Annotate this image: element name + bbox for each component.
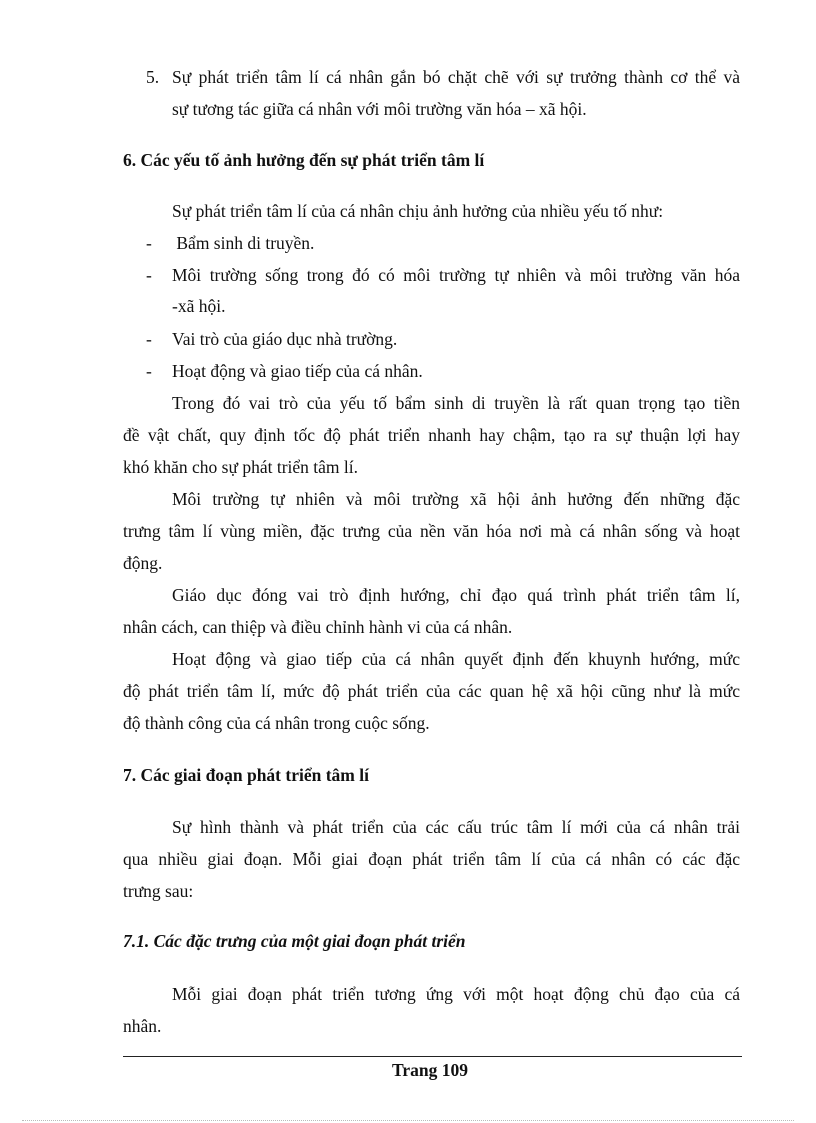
page-bottom-dotted-border (22, 1120, 794, 1121)
section-6-heading: 6. Các yếu tố ảnh hưởng đến sự phát triển tâm lí (123, 150, 485, 170)
list-number-5: 5. (146, 67, 160, 87)
section-6-intro: Sự phát triển tâm lí của cá nhân chịu ảnh hưởng của nhiều yếu tố như: (172, 201, 664, 221)
s6-p3-line-1: Giáo dục đóng vai trò định hướng, chỉ đạo quá trình phát triển tâm lí, (172, 585, 740, 605)
page-number: Trang 109 (392, 1060, 468, 1080)
section-7-heading: 7. Các giai đoạn phát triển tâm lí (123, 765, 369, 785)
s7-p1-line-3: trưng sau: (123, 881, 194, 901)
s6-p4-line-3: độ thành công của cá nhân trong cuộc sống. (123, 713, 430, 733)
s6-p1-line-2: đề vật chất, quy định tốc độ phát triển nhanh hay chậm, tạo ra sự thuận lợi hay (123, 425, 740, 445)
bullet-dash-4: - (146, 361, 152, 381)
s7-p2-line-1: Mỗi giai đoạn phát triển tương ứng với một hoạt động chủ đạo của cá (172, 984, 740, 1004)
s7-p1-line-2: qua nhiều giai đoạn. Mỗi giai đoạn phát triển tâm lí của cá nhân có các đặc (123, 849, 740, 869)
bullet-4: Hoạt động và giao tiếp của cá nhân. (172, 361, 423, 381)
footer-rule (123, 1056, 742, 1057)
item5-line-1: Sự phát triển tâm lí cá nhân gắn bó chặt chẽ với sự trưởng thành cơ thể và (172, 67, 740, 87)
subsection-7-1-heading: 7.1. Các đặc trưng của một giai đoạn phát triển (123, 931, 466, 951)
bullet-1: Bẩm sinh di truyền. (172, 233, 315, 253)
item5-line-2: sự tương tác giữa cá nhân với môi trường văn hóa – xã hội. (172, 99, 587, 119)
s7-p1-line-1: Sự hình thành và phát triển của các cấu trúc tâm lí mới của cá nhân trải (172, 817, 740, 837)
s6-p2-line-3: động. (123, 553, 163, 573)
bullet-dash-3: - (146, 329, 152, 349)
bullet-3: Vai trò của giáo dục nhà trường. (172, 329, 398, 349)
s6-p4-line-2: độ phát triển tâm lí, mức độ phát triển của các quan hệ xã hội cũng như là mức (123, 681, 740, 701)
bullet-2-line-1: Môi trường sống trong đó có môi trường tự nhiên và môi trường văn hóa (172, 265, 740, 285)
s6-p3-line-2: nhân cách, can thiệp và điều chỉnh hành vi của cá nhân. (123, 617, 513, 637)
bullet-dash-2: - (146, 265, 152, 285)
s6-p2-line-2: trưng tâm lí vùng miền, đặc trưng của nền văn hóa nơi mà cá nhân sống và hoạt (123, 521, 740, 541)
bullet-dash-1: - (146, 233, 152, 253)
s7-p2-line-2: nhân. (123, 1016, 162, 1036)
s6-p4-line-1: Hoạt động và giao tiếp của cá nhân quyết định đến khuynh hướng, mức (172, 649, 740, 669)
bullet-2-line-2: -xã hội. (172, 296, 226, 316)
s6-p2-line-1: Môi trường tự nhiên và môi trường xã hội ảnh hưởng đến những đặc (172, 489, 740, 509)
s6-p1-line-1: Trong đó vai trò của yếu tố bẩm sinh di truyền là rất quan trọng tạo tiền (172, 393, 740, 413)
s6-p1-line-3: khó khăn cho sự phát triển tâm lí. (123, 457, 358, 477)
